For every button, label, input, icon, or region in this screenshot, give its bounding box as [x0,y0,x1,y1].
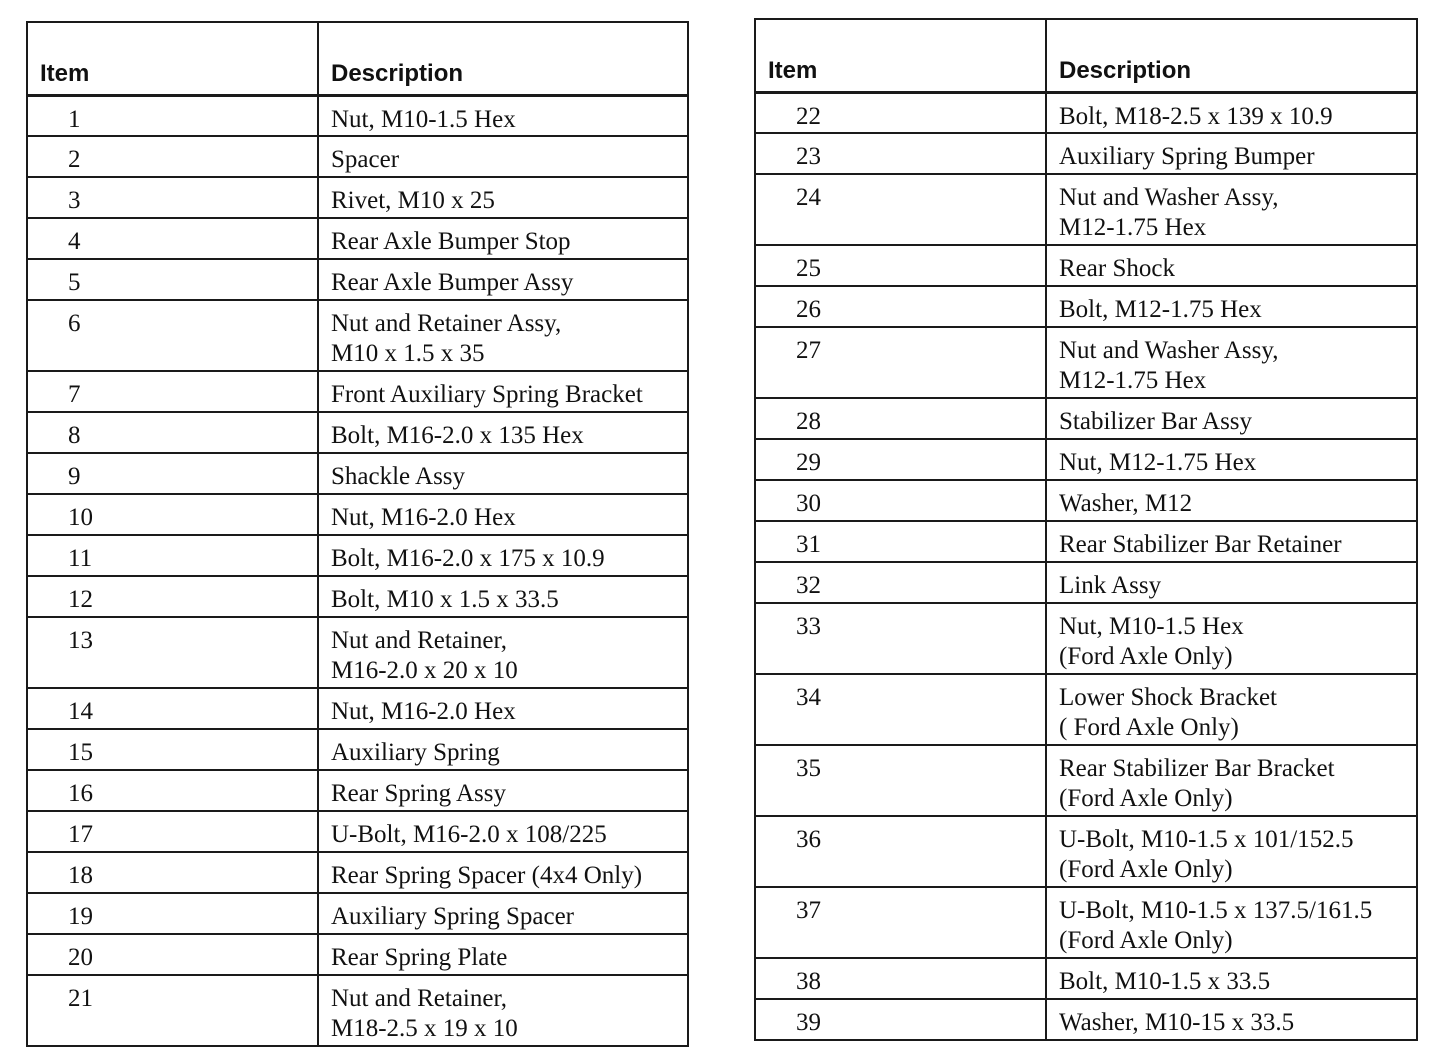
item-number: 25 [755,245,1046,286]
description-line: M18-2.5 x 19 x 10 [331,1015,518,1042]
table-row [755,439,1417,480]
table-row [27,934,688,975]
description-line: M16-2.0 x 20 x 10 [331,657,518,684]
table-row [755,816,1417,887]
item-number: 18 [27,852,318,893]
item-description [1046,439,1417,480]
table-row [755,603,1417,674]
description-line: Nut and Retainer Assy, [331,310,562,337]
item-number: 33 [755,603,1046,674]
description-line: Nut and Retainer, [331,985,508,1012]
table-row [755,174,1417,245]
description-line: Bolt, M10-1.5 x 33.5 [1059,968,1271,995]
table-row [27,494,688,535]
description-line: (Ford Axle Only) [1059,856,1233,883]
description-line: Nut and Washer Assy, [1059,184,1279,211]
description-line: Auxiliary Spring Bumper [1059,143,1315,170]
item-description [318,412,688,453]
item-number: 36 [755,816,1046,887]
parts-rows-right [755,92,1417,1040]
item-description [1046,286,1417,327]
item-description [318,371,688,412]
item-number: 7 [27,371,318,412]
description-line: Rear Stabilizer Bar Retainer [1059,531,1342,558]
description-line: Auxiliary Spring [331,739,500,766]
description-line: Rear Stabilizer Bar Bracket [1059,755,1335,782]
item-number: 38 [755,958,1046,999]
item-column-header: Item [755,19,1046,92]
table-row [755,245,1417,286]
item-description [1046,174,1417,245]
table-row [27,852,688,893]
item-description [318,852,688,893]
description-line: Rivet, M10 x 25 [331,187,495,214]
item-description [318,535,688,576]
item-description [1046,92,1417,133]
item-description [318,218,688,259]
description-line: (Ford Axle Only) [1059,785,1233,812]
item-number: 6 [27,300,318,371]
item-description [1046,674,1417,745]
table-row [27,811,688,852]
description-line: U-Bolt, M10-1.5 x 101/152.5 [1059,826,1354,853]
item-description [318,893,688,934]
item-number: 16 [27,770,318,811]
table-row [755,887,1417,958]
description-column-header: Description [318,22,688,95]
item-description [1046,562,1417,603]
description-line: Rear Axle Bumper Stop [331,228,571,255]
table-row [755,674,1417,745]
table-row [755,92,1417,133]
description-line: Nut, M10-1.5 Hex [1059,613,1244,640]
table-row [755,286,1417,327]
description-line: Rear Axle Bumper Assy [331,269,574,296]
description-line: Rear Shock [1059,255,1175,282]
item-description [318,576,688,617]
item-description [318,770,688,811]
item-description [318,494,688,535]
table-row [27,535,688,576]
table-row [755,958,1417,999]
description-line: Rear Spring Assy [331,780,506,807]
table-row [27,617,688,688]
item-number: 9 [27,453,318,494]
item-description [1046,816,1417,887]
item-description [318,300,688,371]
description-line: U-Bolt, M10-1.5 x 137.5/161.5 [1059,897,1373,924]
table-row [27,371,688,412]
description-line: M10 x 1.5 x 35 [331,340,485,367]
item-description [1046,958,1417,999]
item-description [1046,327,1417,398]
description-line: Bolt, M10 x 1.5 x 33.5 [331,586,559,613]
item-number: 14 [27,688,318,729]
item-description [318,688,688,729]
table-row [27,218,688,259]
description-line: Washer, M12 [1059,490,1193,517]
item-description [318,934,688,975]
table-row [27,975,688,1046]
description-line: Lower Shock Bracket [1059,684,1277,711]
item-number: 19 [27,893,318,934]
item-number: 12 [27,576,318,617]
table-row [755,562,1417,603]
item-number: 39 [755,999,1046,1040]
description-line: Nut and Retainer, [331,627,508,654]
item-number: 22 [755,92,1046,133]
description-line: Bolt, M18-2.5 x 139 x 10.9 [1059,102,1333,130]
item-number: 11 [27,535,318,576]
item-number: 29 [755,439,1046,480]
item-description [1046,887,1417,958]
parts-table-left [26,21,689,1047]
item-number: 3 [27,177,318,218]
description-line: Spacer [331,146,400,173]
description-line: Nut, M12-1.75 Hex [1059,449,1257,476]
item-column-header: Item [27,22,318,95]
description-line: Nut, M16-2.0 Hex [331,504,516,531]
item-number: 21 [27,975,318,1046]
table-row [27,893,688,934]
item-number: 23 [755,133,1046,174]
table-row [755,133,1417,174]
table-row [27,300,688,371]
table-row [27,688,688,729]
item-description [318,453,688,494]
item-description [318,136,688,177]
table-row [755,521,1417,562]
table-row [27,453,688,494]
table-row [27,95,688,136]
item-description [318,95,688,136]
description-line: Link Assy [1059,572,1162,599]
description-line: (Ford Axle Only) [1059,927,1233,954]
item-description [1046,398,1417,439]
item-description [1046,480,1417,521]
description-line: Stabilizer Bar Assy [1059,408,1253,435]
description-line: Bolt, M16-2.0 x 175 x 10.9 [331,545,605,572]
item-number: 31 [755,521,1046,562]
table-row [27,729,688,770]
description-line: Washer, M10-15 x 33.5 [1059,1009,1295,1036]
header-row [27,22,688,95]
item-number: 2 [27,136,318,177]
description-line: U-Bolt, M16-2.0 x 108/225 [331,821,607,848]
item-description [318,617,688,688]
description-line: Nut and Washer Assy, [1059,337,1279,364]
item-number: 10 [27,494,318,535]
description-line: Rear Spring Spacer (4x4 Only) [331,862,643,889]
parts-rows-left [27,95,688,1046]
description-line: (Ford Axle Only) [1059,643,1233,670]
item-description [318,177,688,218]
description-line: Rear Spring Plate [331,944,508,971]
description-line: ( Ford Axle Only) [1059,714,1239,741]
item-description [318,729,688,770]
item-number: 32 [755,562,1046,603]
item-description [318,975,688,1046]
description-line: Shackle Assy [331,463,466,490]
item-number: 26 [755,286,1046,327]
item-number: 30 [755,480,1046,521]
description-line: Bolt, M12-1.75 Hex [1059,296,1262,323]
table-row [755,999,1417,1040]
item-number: 15 [27,729,318,770]
item-number: 1 [27,95,318,136]
item-description [1046,745,1417,816]
description-column-header: Description [1046,19,1417,92]
table-row [27,576,688,617]
item-number: 37 [755,887,1046,958]
item-number: 13 [27,617,318,688]
item-number: 27 [755,327,1046,398]
table-row [755,745,1417,816]
parts-table-right [754,18,1418,1041]
item-description [1046,133,1417,174]
description-line: M12-1.75 Hex [1059,367,1207,394]
description-line: Auxiliary Spring Spacer [331,903,575,930]
item-number: 5 [27,259,318,300]
table-row [27,259,688,300]
header-row [755,19,1417,92]
item-number: 20 [27,934,318,975]
item-number: 4 [27,218,318,259]
description-line: Nut, M16-2.0 Hex [331,698,516,725]
table-row [755,480,1417,521]
item-description [1046,245,1417,286]
item-number: 17 [27,811,318,852]
item-number: 34 [755,674,1046,745]
item-number: 35 [755,745,1046,816]
item-description [1046,999,1417,1040]
table-row [27,412,688,453]
table-row [27,177,688,218]
item-description [1046,603,1417,674]
table-row [755,327,1417,398]
item-description [1046,521,1417,562]
table-row [27,770,688,811]
description-line: M12-1.75 Hex [1059,214,1207,241]
description-line: Front Auxiliary Spring Bracket [331,381,643,408]
item-number: 24 [755,174,1046,245]
table-row [755,398,1417,439]
description-line: Nut, M10-1.5 Hex [331,105,516,133]
item-description [318,811,688,852]
item-number: 8 [27,412,318,453]
item-number: 28 [755,398,1046,439]
description-line: Bolt, M16-2.0 x 135 Hex [331,422,584,449]
table-row [27,136,688,177]
item-description [318,259,688,300]
